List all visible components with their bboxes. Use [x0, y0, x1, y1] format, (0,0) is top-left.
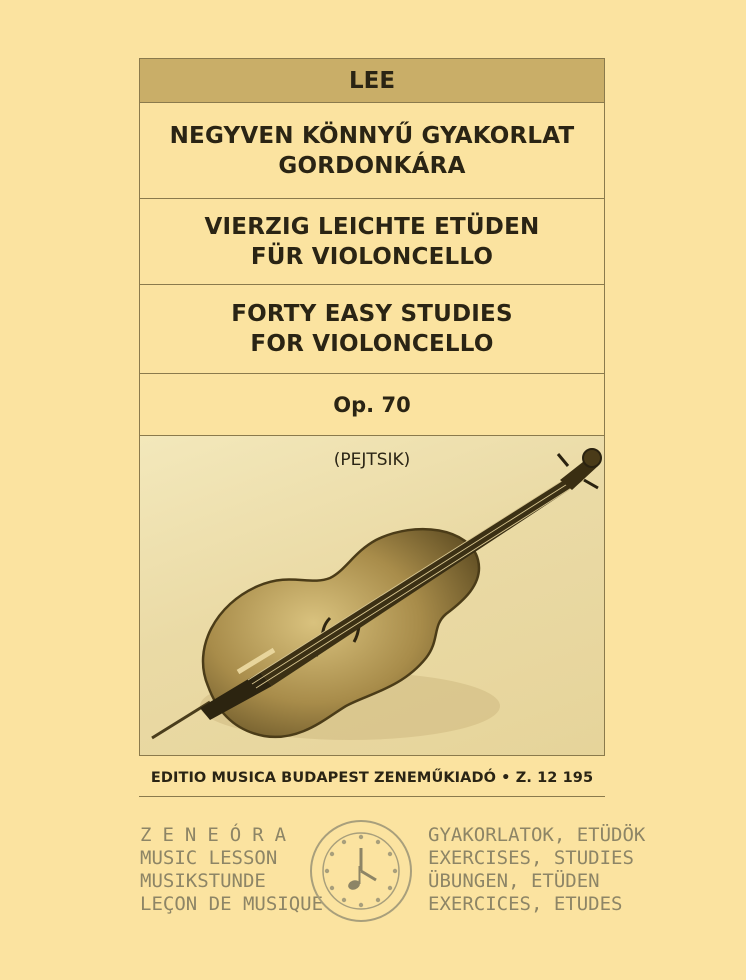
- series-right-line-4: EXERCICES, ETUDES: [428, 893, 623, 915]
- series-left: [140, 824, 323, 916]
- series-left-line-1: ZENEÓRA: [140, 824, 298, 846]
- title-english: [140, 285, 604, 374]
- series-left-line-2: MUSIC LESSON: [140, 847, 278, 869]
- title-german-line-2: FÜR VIOLONCELLO: [250, 243, 494, 270]
- cello-photo: [140, 436, 604, 755]
- title-german: [140, 199, 604, 285]
- series-right: [428, 824, 645, 916]
- divider: [139, 796, 605, 797]
- opus-number: Op. 70: [140, 374, 604, 436]
- series-right-line-2: EXERCISES, STUDIES: [428, 847, 634, 869]
- editor-name: (PEJTSIK): [333, 450, 411, 470]
- series-left-line-4: LEÇON DE MUSIQUE: [140, 893, 324, 915]
- series-right-line-1: GYAKORLATOK, ETÜDÖK: [428, 824, 646, 846]
- title-english-line-2: FOR VIOLONCELLO: [250, 331, 494, 357]
- series-left-line-3: MUSIKSTUNDE: [140, 870, 266, 892]
- cello-icon: [140, 436, 604, 755]
- clock-note-emblem-icon: [308, 818, 414, 924]
- cover-frame: [139, 58, 605, 756]
- publisher-line: EDITIO MUSICA BUDAPEST ZENEMŰKIADÓ • Z. 12 195: [150, 770, 594, 786]
- title-hungarian-line-1: NEGYVEN KÖNNYŰ GYAKORLAT: [169, 122, 575, 149]
- title-german-line-1: VIERZIG LEICHTE ETÜDEN: [204, 213, 540, 240]
- series-right-line-3: ÜBUNGEN, ETÜDEN: [428, 870, 600, 892]
- title-hungarian: [140, 103, 604, 199]
- author-name: LEE: [140, 59, 604, 103]
- title-english-line-1: FORTY EASY STUDIES: [231, 301, 513, 327]
- title-hungarian-line-2: GORDONKÁRA: [278, 152, 466, 179]
